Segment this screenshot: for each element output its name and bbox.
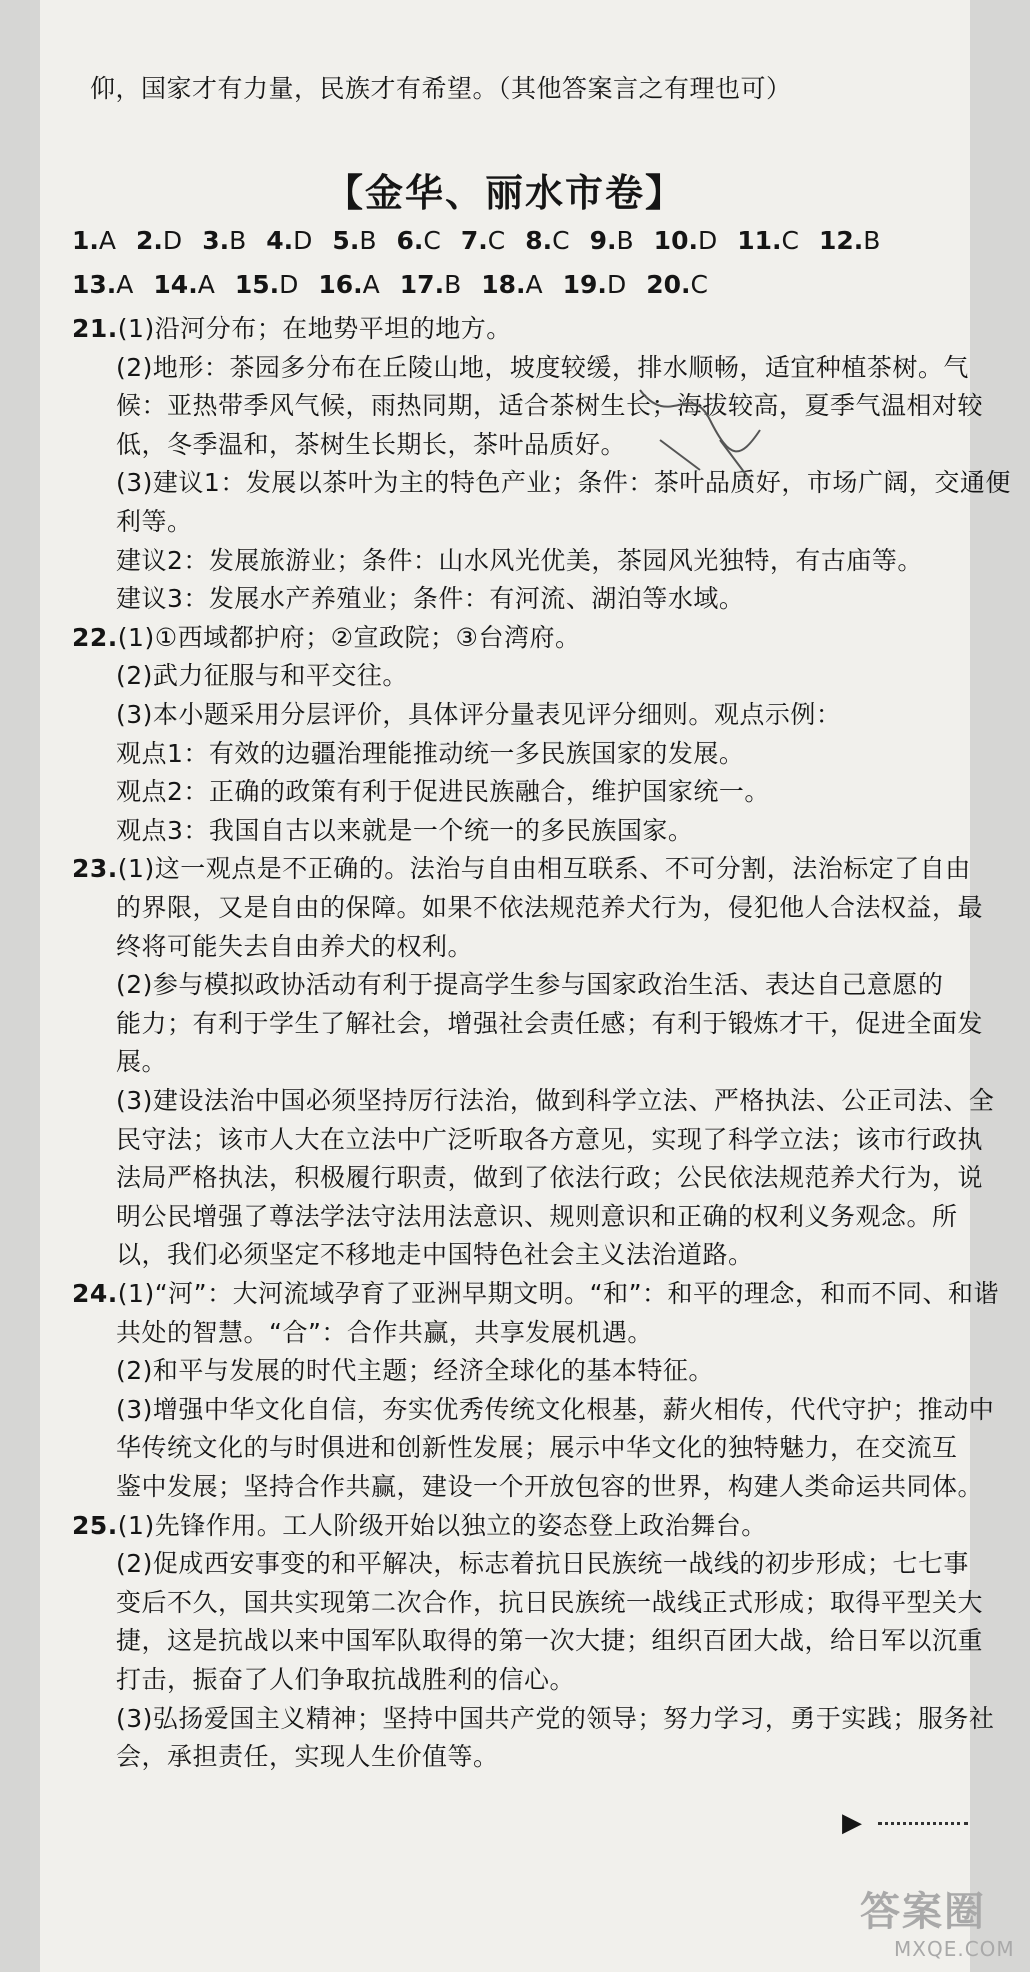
answer-letter: C bbox=[781, 226, 799, 255]
answer-text: 终将可能失去自由养犬的权利。 bbox=[116, 931, 474, 961]
answer-text: 能力；有利于学生了解社会，增强社会责任感；有利于锻炼才干，促进全面发 bbox=[116, 1008, 984, 1038]
answer-text: (3)本小题采用分层评价，具体评分量表见评分细则。观点示例： bbox=[116, 700, 842, 729]
choice-answers-row-2 bbox=[72, 268, 728, 302]
answer-text: 建议3：发展水产养殖业；条件：有河流、湖泊等水域。 bbox=[116, 584, 745, 614]
answer-text: (2)促成西安事变的和平解决，标志着抗日民族统一战线的初步形成；七七事 bbox=[116, 1549, 969, 1579]
answer-letter: D bbox=[293, 226, 313, 255]
answer-line bbox=[116, 351, 969, 385]
answer-text: (3)建议1：发展以茶叶为主的特色产业；条件：茶叶品质好，市场广阔，交通便 bbox=[116, 468, 1011, 498]
answer-line bbox=[116, 1393, 994, 1427]
answer-line bbox=[116, 428, 626, 462]
question-number: 9. bbox=[589, 226, 617, 255]
answer-page bbox=[40, 0, 1015, 1972]
answer-text: 低，冬季温和，茶树生长期长，茶叶品质好。 bbox=[116, 429, 627, 459]
answer-text: (2)参与模拟政协活动有利于提高学生参与国家政治生活、表达自己意愿的 bbox=[116, 970, 944, 1000]
answer-line bbox=[116, 737, 744, 771]
question-number: 4. bbox=[266, 226, 294, 255]
answer-letter: C bbox=[552, 226, 570, 255]
choice-answer bbox=[72, 270, 147, 299]
answer-line bbox=[116, 1123, 983, 1157]
answer-text: 会，承担责任，实现人生价值等。 bbox=[116, 1742, 499, 1772]
answer-line bbox=[116, 1200, 958, 1234]
choice-answers-row-1 bbox=[72, 224, 900, 258]
answer-line bbox=[116, 1045, 167, 1079]
answer-letter: D bbox=[279, 270, 299, 299]
question-number: 7. bbox=[460, 226, 488, 255]
answer-line bbox=[116, 505, 193, 539]
question-number: 16. bbox=[318, 270, 363, 299]
question-number: 5. bbox=[332, 226, 360, 255]
answer-text: 观点2：正确的政策有利于促进民族融合，维护国家统一。 bbox=[116, 777, 770, 807]
intro-line: 仰，国家才有力量，民族才有希望。（其他答案言之有理也可） bbox=[90, 74, 792, 103]
choice-answer bbox=[654, 226, 732, 255]
answer-text: 观点3：我国自古以来就是一个统一的多民族国家。 bbox=[116, 815, 694, 845]
answer-line bbox=[72, 1277, 999, 1311]
answer-line bbox=[116, 1547, 969, 1581]
question-number: 10. bbox=[653, 226, 698, 255]
answer-line bbox=[116, 1316, 653, 1350]
watermark-main: 答案圈 bbox=[860, 1889, 986, 1935]
choice-answer bbox=[72, 226, 130, 255]
answer-text: 候：亚热带季风气候，雨热同期，适合茶树生长；海拔较高，夏季气温相对较 bbox=[116, 391, 984, 421]
answer-letter: B bbox=[229, 226, 247, 255]
answer-line bbox=[116, 891, 983, 925]
answer-letter: A bbox=[525, 270, 543, 299]
answer-text: (2)武力征服与和平交往。 bbox=[116, 661, 408, 691]
answer-line bbox=[116, 1663, 575, 1697]
question-number: 18. bbox=[481, 270, 526, 299]
answer-text: 以，我们必须坚定不移地走中国特色社会主义法治道路。 bbox=[116, 1240, 754, 1270]
choice-answer bbox=[525, 226, 583, 255]
choice-answer bbox=[481, 270, 556, 299]
choice-answer bbox=[153, 270, 228, 299]
answer-line bbox=[116, 659, 408, 693]
answer-line bbox=[72, 312, 512, 346]
question-number: 15. bbox=[234, 270, 280, 299]
answer-letter: B bbox=[444, 270, 462, 299]
answer-line bbox=[116, 582, 744, 616]
question-number: 19. bbox=[562, 270, 607, 299]
question-number: 6. bbox=[396, 226, 424, 255]
answer-text: 展。 bbox=[116, 1047, 168, 1077]
question-number: 12. bbox=[819, 226, 864, 255]
answer-letter: B bbox=[863, 226, 881, 255]
answer-text: 的界限，又是自由的保障。如果不依法规范养犬行为，侵犯他人合法权益，最 bbox=[116, 893, 984, 922]
question-number: 25. bbox=[72, 1510, 118, 1540]
question-number: 23. bbox=[72, 854, 118, 884]
question-number: 1. bbox=[72, 226, 99, 255]
answer-letter: A bbox=[98, 226, 117, 255]
answer-line bbox=[116, 814, 693, 848]
choice-answer bbox=[202, 226, 260, 255]
choice-answer bbox=[819, 226, 894, 255]
watermark-logo bbox=[860, 1880, 1030, 1960]
answer-text: (1)①西域都护府；②宣政院；③台湾府。 bbox=[117, 622, 581, 652]
choice-answer bbox=[646, 270, 722, 299]
answer-text: (3)弘扬爱国主义精神；坚持中国共产党的领导；努力学习，勇于实践；服务社 bbox=[116, 1703, 995, 1733]
question-number: 13. bbox=[72, 270, 117, 299]
continue-arrow-icon: ▶ bbox=[842, 1808, 862, 1838]
answer-text: (1)这一观点是不正确的。法治与自由相互联系、不可分割，法治标定了自由 bbox=[117, 854, 971, 884]
choice-answer bbox=[266, 226, 326, 255]
answer-line bbox=[116, 544, 923, 578]
answer-line bbox=[72, 1509, 767, 1543]
question-number: 22. bbox=[72, 622, 118, 652]
question-number: 17. bbox=[399, 270, 445, 299]
answer-text: (2)地形：茶园多分布在丘陵山地，坡度较缓，排水顺畅，适宜种植茶树。气 bbox=[116, 352, 969, 382]
answer-text: (3)建设法治中国必须坚持厉行法治，做到科学立法、严格执法、公正司法、全 bbox=[116, 1086, 995, 1115]
answer-text: 法局严格执法，积极履行职责，做到了依法行政；公民依法规范养犬行为，说 bbox=[116, 1163, 984, 1193]
answer-text: 建议2：发展旅游业；条件：山水风光优美，茶园风光独特，有古庙等。 bbox=[116, 545, 923, 575]
answer-text: (1)先锋作用。工人阶级开始以独立的姿态登上政治舞台。 bbox=[117, 1510, 767, 1540]
choice-answer bbox=[332, 226, 390, 255]
choice-answer bbox=[136, 226, 196, 255]
choice-answer bbox=[590, 226, 648, 255]
answer-line bbox=[72, 852, 971, 886]
answer-letter: C bbox=[423, 226, 441, 255]
question-number: 11. bbox=[737, 226, 782, 255]
choice-answer bbox=[396, 226, 454, 255]
choice-answer bbox=[563, 270, 641, 299]
answer-line bbox=[116, 968, 943, 1002]
answer-letter: A bbox=[197, 270, 215, 299]
answer-line bbox=[116, 466, 1011, 500]
choice-answer bbox=[737, 226, 813, 255]
answer-line bbox=[116, 1740, 499, 1774]
answer-text: 观点1：有效的边疆治理能推动统一多民族国家的发展。 bbox=[116, 738, 745, 768]
answer-letter: D bbox=[697, 226, 718, 255]
answer-text: (1)“河”：大河流域孕育了亚洲早期文明。“和”：和平的理念，和而不同、和谐 bbox=[117, 1279, 1000, 1308]
answer-text: 打击，振奋了人们争取抗战胜利的信心。 bbox=[116, 1665, 576, 1694]
choice-answer bbox=[318, 270, 393, 299]
choice-answer bbox=[461, 226, 519, 255]
answer-letter: D bbox=[606, 270, 627, 299]
answer-text: (2)和平与发展的时代主题；经济全球化的基本特征。 bbox=[116, 1356, 714, 1386]
answer-letter: D bbox=[162, 226, 183, 255]
choice-answer bbox=[400, 270, 475, 299]
answer-line bbox=[116, 1431, 958, 1465]
answer-line bbox=[116, 1354, 714, 1388]
answer-text: (1)沿河分布；在地势平坦的地方。 bbox=[117, 314, 512, 343]
question-number: 21. bbox=[72, 314, 118, 343]
answer-letter: C bbox=[690, 270, 708, 299]
answer-text: 共处的智慧。“合”：合作共赢，共享发展机遇。 bbox=[116, 1317, 653, 1347]
answer-line bbox=[116, 389, 983, 423]
answer-line bbox=[116, 1238, 754, 1272]
question-number: 20. bbox=[646, 270, 691, 299]
answer-line bbox=[116, 1586, 983, 1620]
answer-text: (3)增强中华文化自信，夯实优秀传统文化根基，薪火相传，代代守护；推动中 bbox=[116, 1394, 995, 1424]
question-number: 8. bbox=[525, 226, 553, 255]
answer-text: 明公民增强了尊法学法守法用法意识、规则意识和正确的权利义务观念。所 bbox=[116, 1201, 958, 1231]
answer-letter: B bbox=[616, 226, 634, 255]
answer-line bbox=[116, 1161, 983, 1195]
handwritten-scribble bbox=[630, 370, 770, 490]
question-number: 2. bbox=[136, 226, 163, 255]
answer-text: 利等。 bbox=[116, 507, 193, 536]
answer-text: 华传统文化的与时俱进和创新性发展；展示中华文化的独特魅力，在交流互 bbox=[116, 1433, 958, 1463]
question-number: 3. bbox=[202, 226, 230, 255]
answer-line bbox=[116, 930, 473, 964]
answer-line bbox=[116, 775, 770, 809]
answer-line bbox=[116, 1702, 994, 1736]
answer-text: 捷，这是抗战以来中国军队取得的第一次大捷；组织百团大战，给日军以沉重 bbox=[116, 1626, 984, 1656]
choice-answer bbox=[235, 270, 313, 299]
answer-letter: A bbox=[116, 270, 134, 299]
answer-line bbox=[116, 698, 841, 732]
question-number: 14. bbox=[153, 270, 198, 299]
answer-line bbox=[116, 1624, 983, 1658]
answer-line bbox=[116, 1007, 983, 1041]
question-number: 24. bbox=[72, 1279, 118, 1308]
answer-text: 民守法；该市人大在立法中广泛听取各方意见，实现了科学立法；该市行政执 bbox=[116, 1124, 984, 1154]
answer-letter: A bbox=[362, 270, 380, 299]
watermark-sub: MXQE.COM bbox=[894, 1937, 1015, 1961]
section-title: 【金华、丽水市卷】 bbox=[324, 171, 685, 215]
continue-dots bbox=[878, 1822, 968, 1825]
answer-letter: B bbox=[359, 226, 377, 255]
answer-line bbox=[116, 1470, 983, 1504]
answer-line bbox=[116, 1084, 994, 1118]
answer-letter: C bbox=[487, 226, 506, 255]
answer-text: 鉴中发展；坚持合作共赢，建设一个开放包容的世界，构建人类命运共同体。 bbox=[116, 1472, 984, 1501]
answer-line bbox=[72, 621, 580, 655]
answer-text: 变后不久，国共实现第二次合作，抗日民族统一战线正式形成；取得平型关大 bbox=[116, 1587, 984, 1617]
